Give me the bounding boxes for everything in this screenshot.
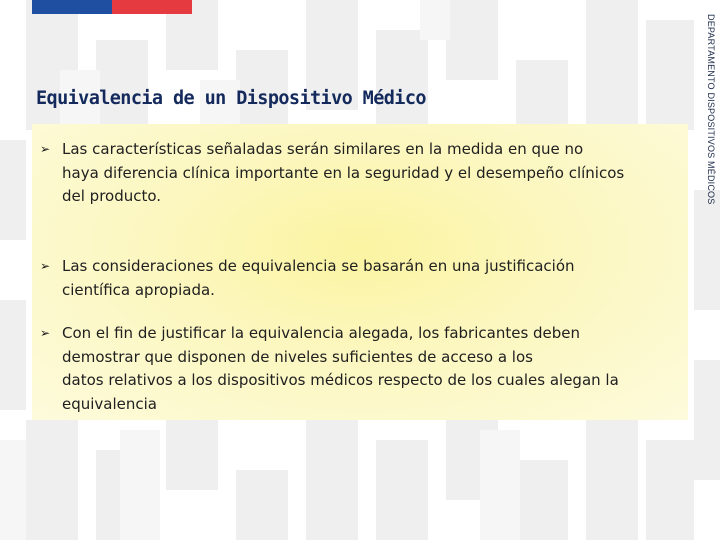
bullet-text: Las características señaladas serán similares en la medida en que no haya diferencia clínica importante en la seguridad y el desempeño clínicos del producto. <box>62 140 625 205</box>
arrow-bullet-icon: ➢ <box>40 259 51 273</box>
bullet-text: Con el fin de justificar la equivalencia alegada, los fabricantes deben demostrar que disponen de niveles suficientes de acceso a los datos relativos a los dispositivos médicos respecto de los cuales alegan la equivalencia <box>62 324 619 413</box>
department-label-text: DEPARTAMENTO DISPOSITIVOS MÉDICOS <box>706 14 716 205</box>
list-item <box>40 255 670 302</box>
page-title: Equivalencia de un Dispositivo Médico <box>36 88 426 109</box>
list-item <box>40 322 670 416</box>
bullet-text: Las consideraciones de equivalencia se basarán en una justificación científica apropiada. <box>62 257 575 299</box>
arrow-bullet-icon: ➢ <box>40 142 51 156</box>
arrow-bullet-icon: ➢ <box>40 326 51 340</box>
flag-red-bar <box>112 0 192 14</box>
flag-blue-bar <box>32 0 112 14</box>
department-side-label <box>700 14 720 205</box>
list-item <box>40 138 670 209</box>
